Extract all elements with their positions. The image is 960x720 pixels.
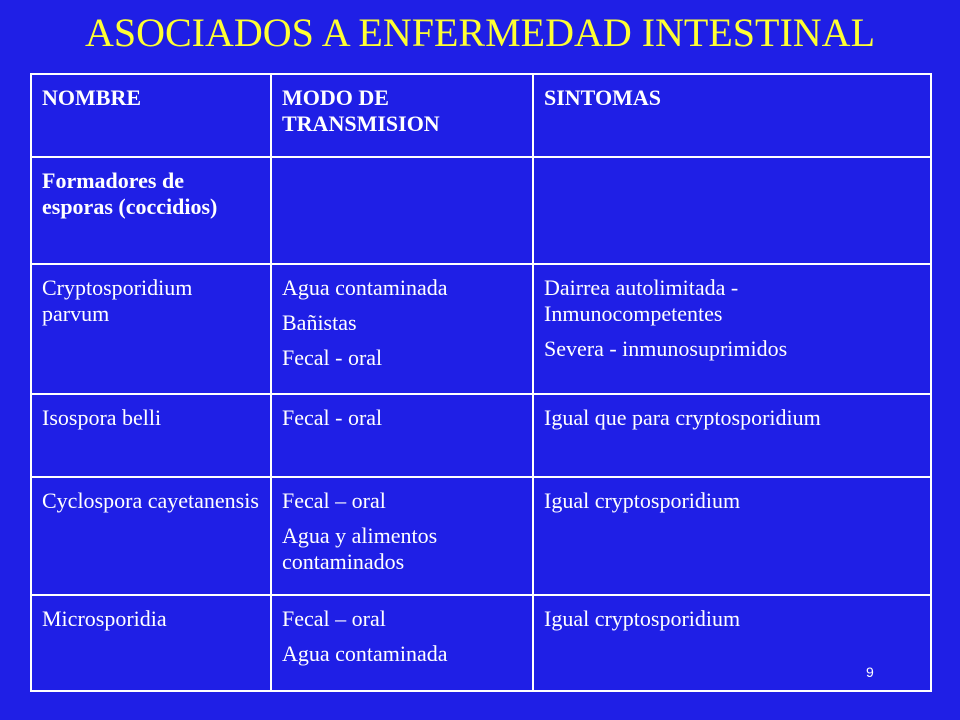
cell-nombre bbox=[31, 477, 271, 595]
table-row bbox=[31, 477, 931, 595]
cell-text: Cyclospora cayetanensis bbox=[42, 488, 259, 513]
table-row bbox=[31, 264, 931, 394]
cell-text: Severa - inmunosuprimidos bbox=[544, 336, 788, 361]
page-number: 9 bbox=[866, 664, 874, 680]
cell-text: Agua contaminada bbox=[282, 275, 448, 300]
cell-text: Cryptosporidium parvum bbox=[42, 275, 193, 326]
header-modo-transmision: MODO DE TRANSMISION bbox=[271, 74, 533, 157]
cell-modo bbox=[271, 595, 533, 691]
cell-text: Igual cryptosporidium bbox=[544, 606, 741, 631]
cell-text: Dairrea autolimitada - Inmunocompetentes bbox=[544, 275, 739, 326]
table-row bbox=[31, 394, 931, 477]
cell-nombre bbox=[31, 595, 271, 691]
cell-text: Igual cryptosporidium bbox=[544, 488, 741, 513]
cell-text: Fecal - oral bbox=[282, 405, 383, 430]
table-cell-empty bbox=[271, 157, 533, 264]
cell-text: Igual que para cryptosporidium bbox=[544, 405, 821, 430]
table-group-row bbox=[31, 157, 931, 264]
cell-modo bbox=[271, 394, 533, 477]
header-nombre: NOMBRE bbox=[31, 74, 271, 157]
table-cell-empty bbox=[533, 157, 931, 264]
cell-nombre bbox=[31, 394, 271, 477]
cell-sintomas bbox=[533, 477, 931, 595]
group-label: Formadores de esporas (coccidios) bbox=[31, 157, 271, 264]
cell-nombre bbox=[31, 264, 271, 394]
cell-modo bbox=[271, 477, 533, 595]
content-table bbox=[30, 73, 932, 692]
cell-text: Bañistas bbox=[282, 310, 357, 335]
cell-text: Fecal – oral bbox=[282, 488, 386, 513]
table-row bbox=[31, 595, 931, 691]
cell-text: Agua y alimentos contaminados bbox=[282, 523, 438, 574]
table-header-row bbox=[31, 74, 931, 157]
cell-text: Microsporidia bbox=[42, 606, 167, 631]
slide-title: ASOCIADOS A ENFERMEDAD INTESTINAL bbox=[84, 10, 876, 55]
cell-text: Isospora belli bbox=[42, 405, 162, 430]
cell-text: Agua contaminada bbox=[282, 641, 448, 666]
cell-text: Fecal – oral bbox=[282, 606, 386, 631]
cell-sintomas bbox=[533, 394, 931, 477]
header-sintomas: SINTOMAS bbox=[533, 74, 931, 157]
cell-sintomas bbox=[533, 264, 931, 394]
cell-modo bbox=[271, 264, 533, 394]
cell-text: Fecal - oral bbox=[282, 345, 383, 370]
